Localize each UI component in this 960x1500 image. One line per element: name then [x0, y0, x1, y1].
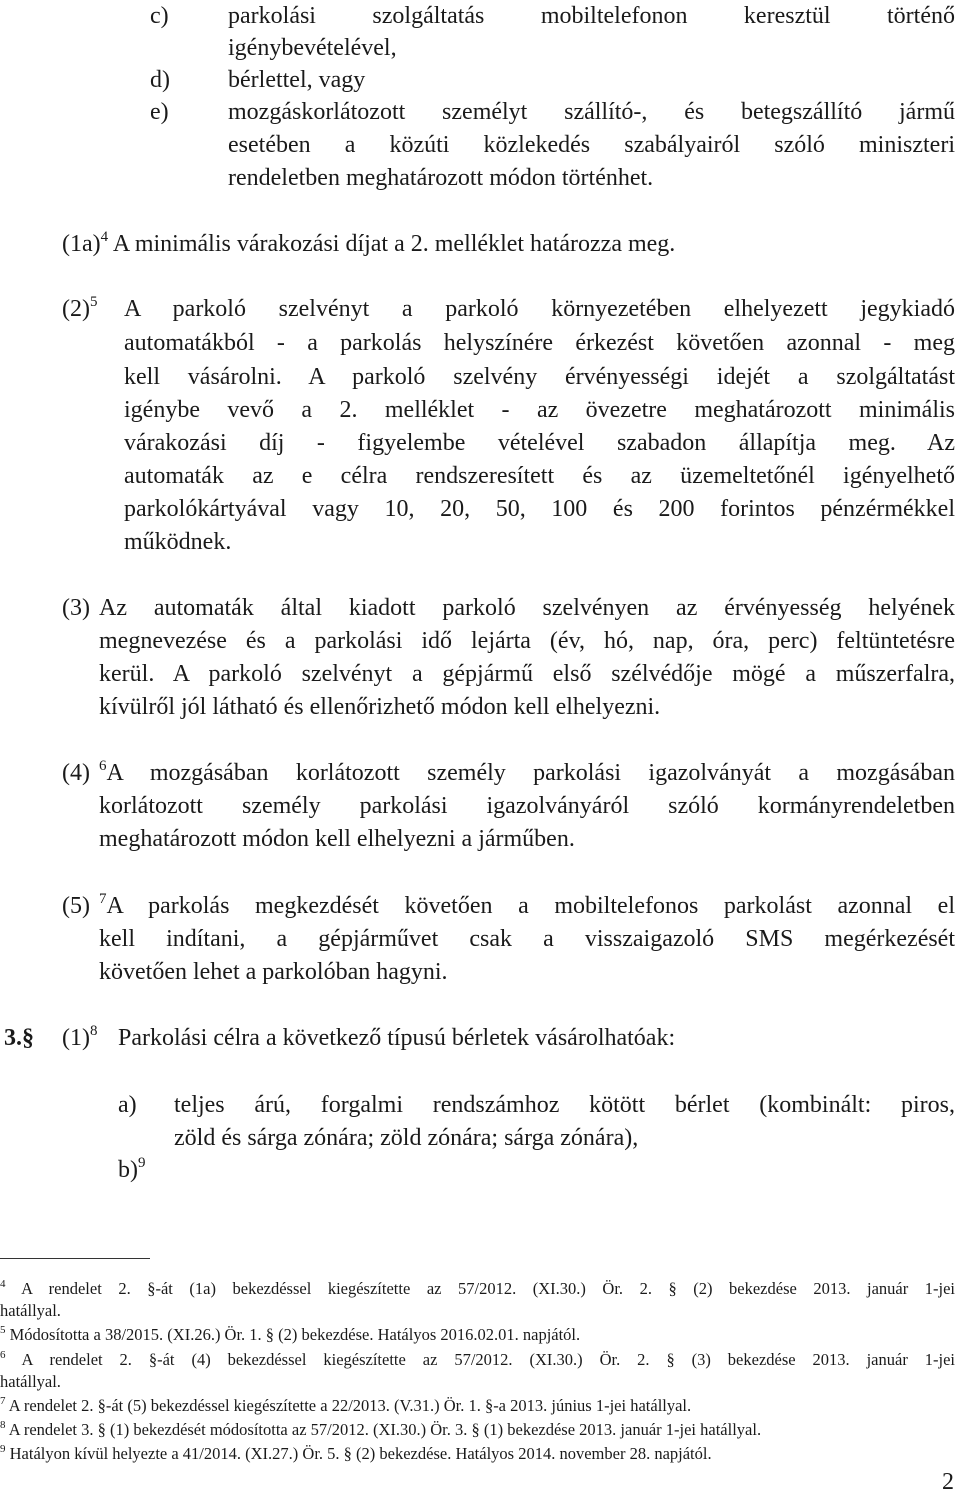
paragraph-2-line4: igénybe vevő a 2. melléklet - az övezetre meghatározott minimális — [124, 397, 955, 423]
paragraph-2-line5: várakozási díj - figyelembe vételével szabadon állapítja meg. Az — [124, 430, 955, 456]
list-item-e-line2: esetében a közúti közlekedés szabályairól szóló miniszteri — [228, 132, 955, 158]
footnote-ref-7: 7 — [99, 891, 107, 907]
paragraph-2-line3: kell vásárolni. A parkoló szelvény érvényességi idejét a szolgáltatást — [124, 364, 955, 390]
paragraph-2-line2: automatákból - a parkolás helyszínére érkezést követően azonnal - meg — [124, 330, 955, 356]
paragraph-5-line2: kell indítani, a gépjárművet csak a visszaigazoló SMS megérkezését — [99, 926, 955, 952]
list-label-e: e) — [150, 99, 169, 125]
paragraph-3-line1: Az automaták által kiadott parkoló szelvényen az érvényesség helyének — [99, 595, 955, 621]
paragraph-1a — [62, 228, 675, 261]
paragraph-4-line1: $^6$A mozgásában korlátozott személy parkolási igazolványát a mozgásában — [99, 758, 955, 786]
footnote-6-line2: hatállyal. — [0, 1372, 61, 1391]
paragraph-1a-label: (1a) — [62, 231, 101, 257]
footnote-6: $^6$ A rendelet 2. §-át (4) bekezdéssel kiegészítette az 57/2012. (XI.30.) Ör. 2. § (3) bekezdése 2013. január 1-jei — [0, 1348, 955, 1369]
list-item-c-line2: igénybevételével, — [228, 35, 397, 61]
footnote-ref-5: 5 — [89, 294, 98, 310]
paragraph-2-label: (2) — [62, 296, 90, 322]
section-3-label-wrap — [62, 1022, 97, 1055]
paragraph-2-line6: automaták az e célra rendszeresített és az üzemeltetőnél igényelhető — [124, 463, 955, 489]
list-item-c-line1: parkolási szolgáltatás mobiltelefonon keresztül történő — [228, 3, 955, 29]
list-item-d-line1: bérlettel, vagy — [228, 67, 366, 93]
section-3-label: (1) — [62, 1025, 90, 1051]
footnote-9: $^9$ Hatályon kívül helyezte a 41/2014. (XI.27.) Ör. 5. § (2) bekezdése. Hatályos 2014. november 28. napjától. — [0, 1442, 712, 1463]
footnote-ref-9: 9 — [138, 1155, 146, 1171]
list-label-c: c) — [150, 3, 169, 29]
footnote-8: $^8$ A rendelet 3. § (1) bekezdését módosította az 57/2012. (XI.30.) Ör. 3. § (1) bekezdése 2013. január 1-jei hatállyal. — [0, 1418, 762, 1439]
paragraph-4-line2: korlátozott személy parkolási igazolványáról szóló kormányrendeletben — [99, 793, 955, 819]
footnote-4: $^4$ A rendelet 2. §-át (1a) bekezdéssel kiegészítette az 57/2012. (XI.30.) Ör. 2. § (2) bekezdése 2013. január 1-jei — [0, 1277, 955, 1298]
footnote-5: $^5$ Módosította a 38/2015. (XI.26.) Ör. 1. § (2) bekezdése. Hatályos 2016.02.01. napjától. — [0, 1323, 581, 1344]
section-number: 3.§ — [4, 1025, 34, 1051]
footnote-divider — [0, 1258, 150, 1259]
list-item-e-line1: mozgáskorlátozott személyt szállító-, és betegszállító jármű — [228, 99, 955, 125]
paragraph-3-label: (3) — [62, 595, 90, 621]
section-3-item-a-line1: teljes árú, forgalmi rendszámhoz kötött bérlet (kombinált: piros, — [174, 1092, 955, 1118]
section-3-item-b-label: b)$^9$ — [118, 1155, 146, 1183]
section-3-item-a-line2: zöld és sárga zónára; zöld zónára; sárga zónára), — [174, 1125, 639, 1151]
paragraph-5-label: (5) — [62, 893, 90, 919]
paragraph-5-line3: követően lehet a parkolóban hagyni. — [99, 959, 448, 985]
paragraph-3-line4: kívülről jól látható és ellenőrizhető módon kell elhelyezni. — [99, 694, 661, 720]
paragraph-4-line3: meghatározott módon kell elhelyezni a járműben. — [99, 826, 575, 852]
page-number: 2 — [942, 1469, 954, 1495]
paragraph-4-label: (4) — [62, 760, 90, 786]
footnote-ref-6: 6 — [99, 758, 107, 774]
list-item-e-line3: rendeletben meghatározott módon történhet. — [228, 165, 654, 191]
footnote-4-line2: hatállyal. — [0, 1301, 61, 1320]
section-sign: § — [22, 1025, 34, 1051]
paragraph-5-line1: $^7$A parkolás megkezdését követően a mobiltelefonos parkolást azonnal el — [99, 891, 955, 919]
footnote-ref-8: 8 — [89, 1023, 98, 1039]
footnote-7: $^7$ A rendelet 2. §-át (5) bekezdéssel kiegészítette a 22/2013. (V.31.) Ör. 1. §-a 2013. június 1-jei hatállyal. — [0, 1394, 692, 1415]
paragraph-3-line3: kerül. A parkoló szelvényt a gépjármű első szélvédője mögé a műszerfalra, — [99, 661, 955, 687]
paragraph-2-line7: parkolókártyával vagy 10, 20, 50, 100 és 200 forintos pénzérmékkel — [124, 496, 955, 522]
paragraph-3-line2: megnevezése és a parkolási idő lejárta (év, hó, nap, óra, perc) feltüntetésre — [99, 628, 955, 654]
paragraph-2-line1: A parkoló szelvényt a parkoló környezetében elhelyezett jegykiadó — [124, 296, 955, 322]
section-3-item-a-label: a) — [118, 1092, 137, 1118]
paragraph-2-line8: működnek. — [124, 529, 232, 555]
section-3-text: Parkolási célra a következő típusú bérletek vásárolhatóak: — [118, 1025, 676, 1051]
list-label-d: d) — [150, 67, 170, 93]
footnote-ref-4: 4 — [100, 229, 109, 245]
paragraph-2-label-wrap — [62, 293, 97, 326]
paragraph-1a-text: A minimális várakozási díjat a 2. melléklet határozza meg. — [112, 231, 676, 257]
